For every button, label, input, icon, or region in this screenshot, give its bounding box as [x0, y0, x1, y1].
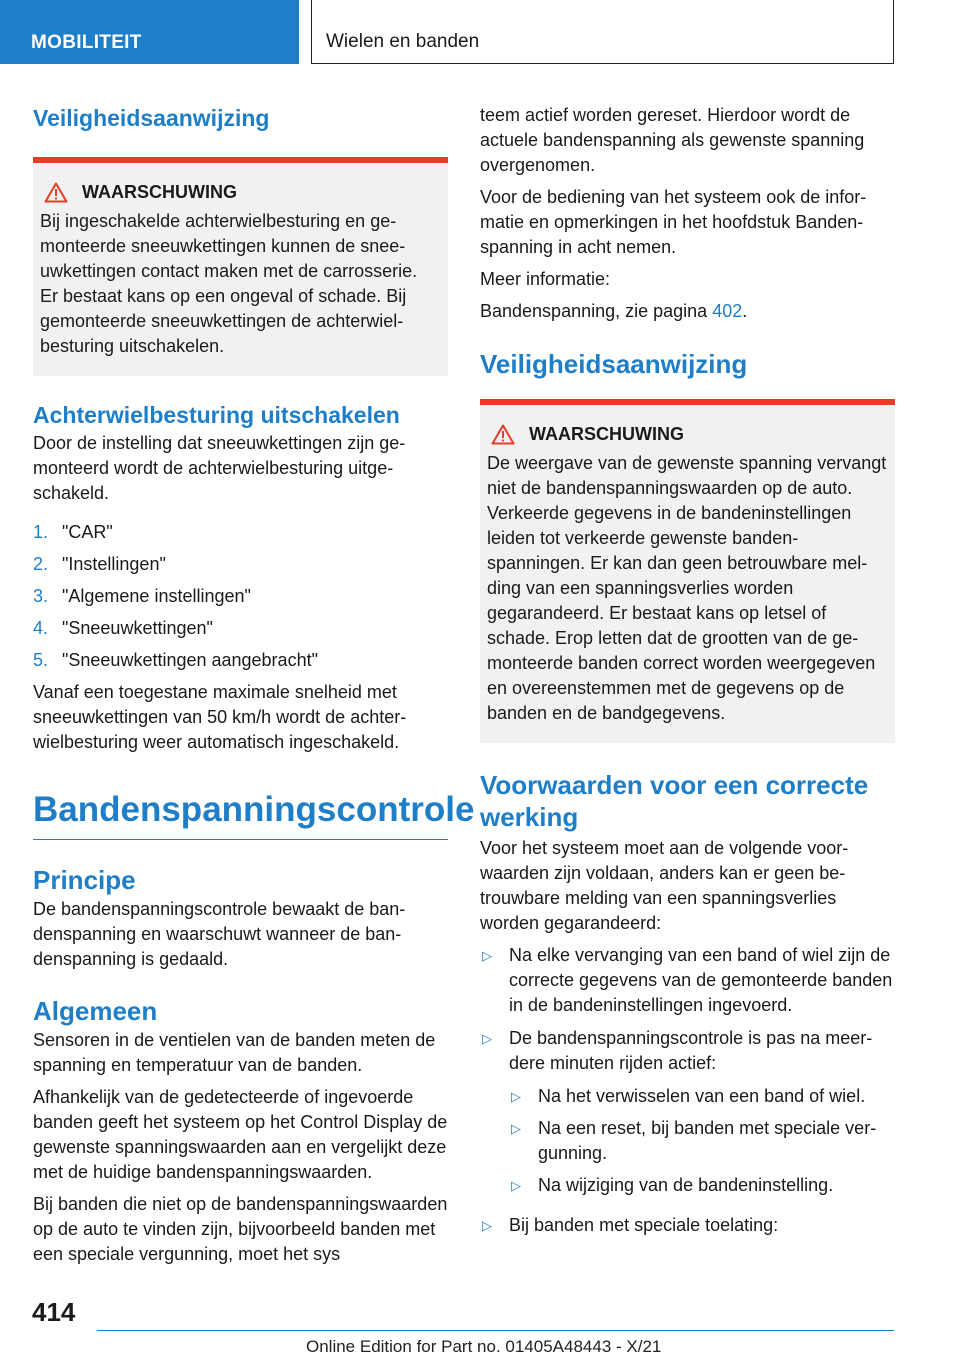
list-item: 1. "CAR" — [33, 522, 113, 542]
triangle-bullet-icon: ▷ — [511, 1178, 521, 1193]
triangle-bullet-icon: ▷ — [511, 1089, 521, 1104]
triangle-bullet-icon: ▷ — [511, 1121, 521, 1136]
list-item: ▷ Na wijziging van de bandeninstelling. — [509, 1173, 895, 1198]
chapter-tab — [0, 0, 299, 64]
list-item: ▷ Bij banden met speciale toelating: — [480, 1213, 895, 1238]
heading-safety-right: Veiligheidsaanwijzing — [480, 349, 748, 379]
page-link[interactable]: 402 — [712, 301, 743, 321]
warning-title-text: WAARSCHUWING — [82, 182, 237, 202]
list-item: 2. "Instellingen" — [33, 554, 166, 574]
paragraph-principle: De bandenspanningscontrole bewaakt de bandenspanning en waarschuwt wanneer de bandenspanning is gedaald. — [33, 899, 406, 969]
paragraph-general-1: Sensoren in de ventielen van de banden meten de spanning en temperatuur van de banden. — [33, 1030, 436, 1075]
list-item: ▷ Na elke vervanging van een band of wiel zijn de correcte gegevens van de gemonteerde banden in de bandeninstellingen ingevoerd. — [480, 943, 895, 1018]
footer-divider — [97, 1330, 894, 1331]
warning-text: Bij ingeschakelde achterwielbesturing en gemonteerde sneeuwkettingen kunnen de sneeuwkettingen contact maken met de carrosserie. Er bestaat kans op een ongeval of schade. Bij gemonteerde sneeuwkettingen de achterwielbesturing uitschakelen. — [40, 211, 418, 356]
warning-text: De weergave van de gewenste spanning vervangt niet de bandenspanningswaarden op de auto. Verkeerde gegevens in de bandeninstellingen leiden tot verkeerde gewenste bandenspanningen. Er kan dan geen betrouwbare melding van een spanningsverlies worden gegarandeerd. Er bestaat kans op letsel of schade. Erop letten dat de grootten van de gemonteerde banden correct worden weergegeven en overeenstemmen met de gegevens op de banden en de bandgegevens. — [487, 453, 887, 723]
warning-box-2 — [480, 399, 895, 743]
heading-general: Algemeen — [33, 996, 158, 1026]
chapter-label: MOBILITEIT — [31, 32, 142, 53]
main-heading: Bandenspanningscontrole — [33, 789, 448, 840]
conditions-list — [480, 943, 895, 1238]
more-info-label: Meer informatie: — [480, 269, 611, 289]
page-number: 414 — [32, 1297, 76, 1327]
list-item: 5. "Sneeuwkettingen aangebracht" — [33, 650, 318, 670]
list-item: ▷ De bandenspanningscontrole is pas na meerdere minuten rijden actief: ▷ Na het verwisselen van een band of wiel. ▷ Na een reset, bij banden met speciale vergunning. ▷ Na wijziging van de bandeninstelling. — [480, 1026, 895, 1205]
right-column — [480, 103, 895, 1246]
list-item: ▷ Na het verwisselen van een band of wiel. — [509, 1084, 895, 1109]
warning-title — [487, 422, 887, 447]
left-column — [33, 100, 475, 1274]
paragraph-general-2: Afhankelijk van de gedetecteerde of ingevoerde banden geeft het systeem op het Control Display de gewenste spanningswaarden aan en vergelijkt deze met de huidige bandenspanningswaarden. — [33, 1087, 448, 1182]
triangle-bullet-icon: ▷ — [482, 1218, 492, 1233]
section-label: Wielen en banden — [326, 31, 480, 52]
section-tab — [311, 0, 894, 64]
page-reference: Bandenspanning, zie pagina 402. — [480, 301, 748, 321]
heading-rear-steering: Achterwielbesturing uitschakelen — [33, 402, 400, 428]
paragraph-intro: Door de instelling dat sneeuwkettingen zijn gemonteerd wordt de achterwielbesturing uitgeschakeld. — [33, 433, 406, 503]
triangle-bullet-icon: ▷ — [482, 1031, 492, 1046]
paragraph-continued: teem actief worden gereset. Hierdoor wordt de actuele bandenspanning als gewenste spanning overgenomen. — [480, 105, 865, 175]
paragraph-outro: Vanaf een toegestane maximale snelheid met sneeuwkettingen van 50 km/h wordt de achterwielbesturing weer automatisch ingeschakeld. — [33, 682, 407, 752]
heading-conditions: Voorwaarden voor een correcte werking — [480, 770, 869, 832]
warning-title — [40, 180, 440, 205]
warning-box-1 — [33, 157, 448, 376]
warning-title-text: WAARSCHUWING — [529, 424, 684, 444]
list-item: 3. "Algemene instellingen" — [33, 586, 251, 606]
paragraph-conditions: Voor het systeem moet aan de volgende voorwaarden zijn voldaan, anders kan er geen betrouwbare melding van een spanningsverlies worden gegarandeerd: — [480, 838, 849, 933]
steps-list — [33, 520, 448, 673]
paragraph-operation: Voor de bediening van het systeem ook de informatie en opmerkingen in het hoofdstuk Bandenspanning in acht nemen. — [480, 187, 867, 257]
sub-list — [509, 1084, 895, 1198]
list-item: ▷ Na een reset, bij banden met speciale vergunning. — [509, 1116, 895, 1166]
warning-triangle-icon — [491, 424, 515, 445]
triangle-bullet-icon: ▷ — [482, 948, 492, 963]
heading-safety-left: Veiligheidsaanwijzing — [33, 105, 270, 131]
edition-text: Online Edition for Part no. 01405A48443 - X/21 — [306, 1337, 662, 1356]
warning-triangle-icon — [44, 182, 68, 203]
heading-principle: Principe — [33, 865, 136, 895]
paragraph-general-3: Bij banden die niet op de bandenspanningswaarden op de auto te vinden zijn, bijvoorbeeld banden met een speciale vergunning, moet het sys — [33, 1194, 448, 1264]
list-item: 4. "Sneeuwkettingen" — [33, 618, 213, 638]
